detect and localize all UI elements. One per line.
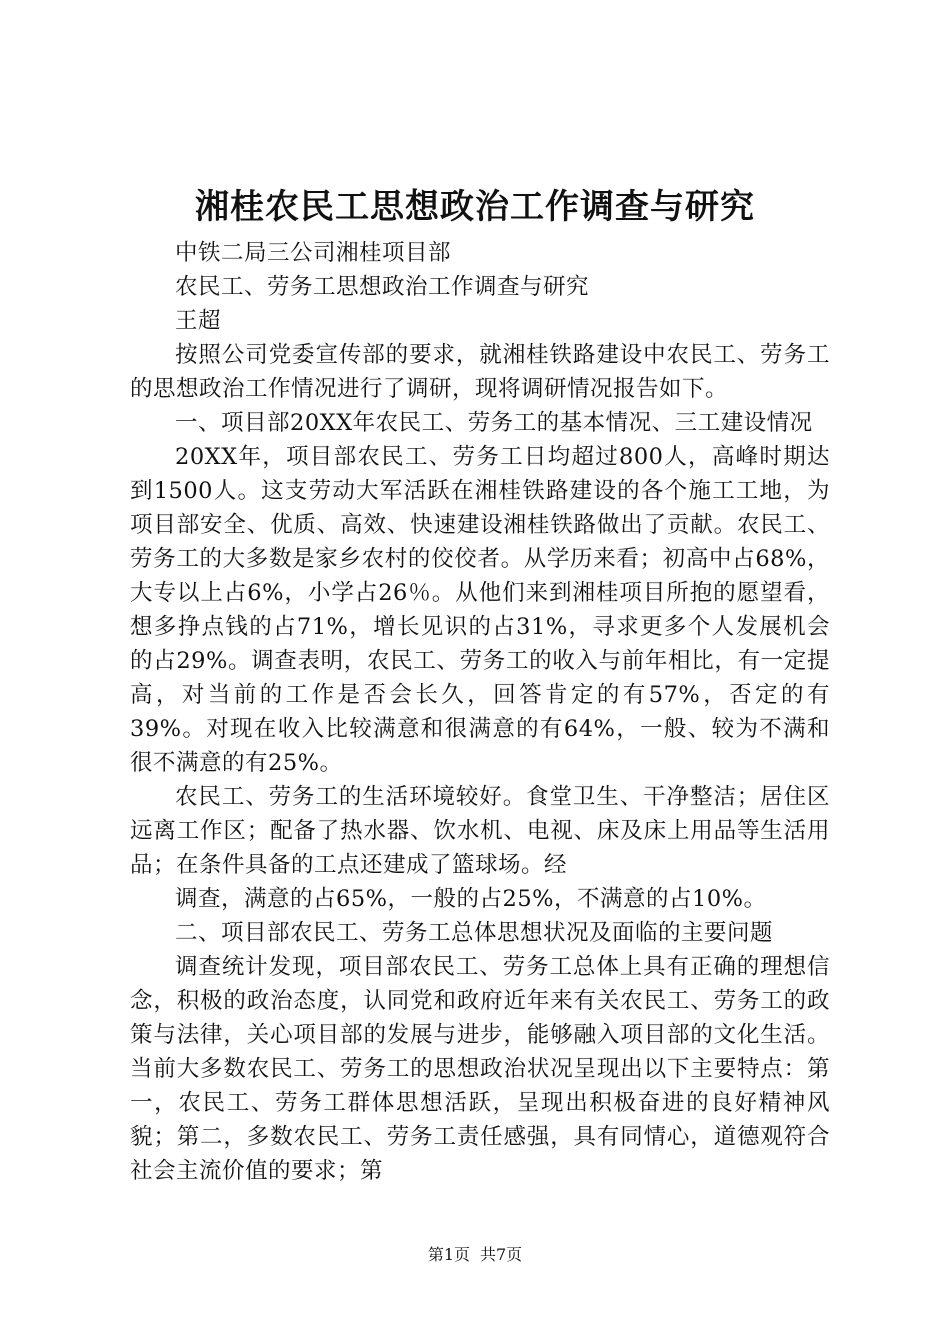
- document-title: 湘桂农民工思想政治工作调查与研究: [195, 187, 755, 227]
- paragraph-thought-status: 调查统计发现，项目部农民工、劳务工总体上具有正确的理想信念，积极的政治态度，认同党和政府近年来有关农民工、劳务工的政策与法律，关心项目部的发展与进步，能够融入项目部的文化生活。当前大多数农民工、劳务工的思想政治状况呈现出以下主要特点：第一，农民工、劳务工群体思想活跃，呈现出积极奋进的良好精神风貌；第二，多数农民工、劳务工责任感强，具有同情心，道德观符合社会主流价值的要求；第: [130, 954, 830, 1184]
- paragraph-survey-result: 调查，满意的占65%，一般的占25%，不满意的占10%。: [175, 886, 767, 912]
- paragraph-living-environment: 农民工、劳务工的生活环境较好。食堂卫生、干净整洁；居住区远离工作区；配备了热水器、饮水机、电视、床及床上用品等生活用品；在条件具备的工点还建成了篮球场。经: [130, 784, 830, 878]
- paragraph-basic-info: 20XX年，项目部农民工、劳务工日均超过800人，高峰时期达到1500人。这支劳动大军活跃在湘桂铁路建设的各个施工工地，为项目部安全、优质、高效、快速建设湘桂铁路做出了贡献。农民工、劳务工的大多数是家乡农村的佼佼者。从学历来看；初高中占68%，大专以上占6%，小学占26％。从他们来到湘桂项目所抱的愿望看，想多挣点钱的占71%，增长见识的占31%，寻求更多个人发展机会的占29%。调查表明，农民工、劳务工的收入与前年相比，有一定提高，对当前的工作是否会长久，回答肯定的有57%，否定的有39%。对现在收入比较满意和很满意的有64%，一般、较为不满和很不满意的有25%。: [130, 444, 830, 776]
- author-line: 王超: [175, 308, 222, 334]
- page-footer: [0, 1244, 950, 1266]
- subtitle-line: 农民工、劳务工思想政治工作调查与研究: [175, 274, 590, 300]
- section-heading-1: 一、项目部20XX年农民工、劳务工的基本情况、三工建设情况: [175, 410, 813, 436]
- document-body: [130, 236, 830, 1188]
- organization-line: 中铁二局三公司湘桂项目部: [175, 240, 452, 266]
- page-number: 第1页: [427, 1245, 470, 1264]
- page-total: 共7页: [480, 1245, 523, 1264]
- paragraph-intro: 按照公司党委宣传部的要求，就湘桂铁路建设中农民工、劳务工的思想政治工作情况进行了调研，现将调研情况报告如下。: [130, 342, 830, 402]
- section-heading-2: 二、项目部农民工、劳务工总体思想状况及面临的主要问题: [175, 920, 774, 946]
